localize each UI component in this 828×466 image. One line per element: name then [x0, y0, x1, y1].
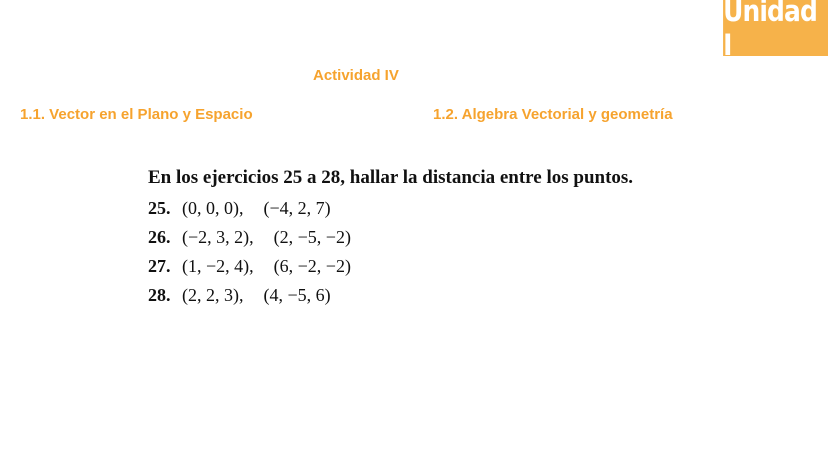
topic-vector-plano-espacio: 1.1. Vector en el Plano y Espacio	[20, 106, 253, 123]
exercise-point-2: (6, −2, −2)	[273, 256, 351, 276]
exercise-instruction: En los ejercicios 25 a 28, hallar la distancia entre los puntos.	[148, 167, 634, 188]
exercise-point-1: (−2, 3, 2),	[182, 227, 254, 247]
exercise-point-1: (1, −2, 4),	[182, 256, 254, 276]
exercise-point-1: (0, 0, 0),	[182, 198, 244, 218]
activity-title: Actividad IV	[313, 67, 399, 84]
exercise-number: 25.	[148, 198, 171, 218]
exercise-number: 28.	[148, 285, 171, 305]
exercise-item	[148, 194, 633, 223]
exercise-point-2: (2, −5, −2)	[273, 227, 351, 247]
topic-algebra-vectorial: 1.2. Algebra Vectorial y geometría	[433, 106, 673, 123]
exercise-item	[148, 281, 633, 310]
exercise-point-2: (−4, 2, 7)	[263, 198, 331, 218]
exercise-number: 27.	[148, 256, 171, 276]
exercise-number: 26.	[148, 227, 171, 247]
exercise-item	[148, 252, 633, 281]
unit-badge: Unidad I	[723, 0, 828, 56]
exercise-point-1: (2, 2, 3),	[182, 285, 244, 305]
exercise-item	[148, 223, 633, 252]
exercise-block	[148, 167, 633, 310]
exercise-point-2: (4, −5, 6)	[263, 285, 331, 305]
